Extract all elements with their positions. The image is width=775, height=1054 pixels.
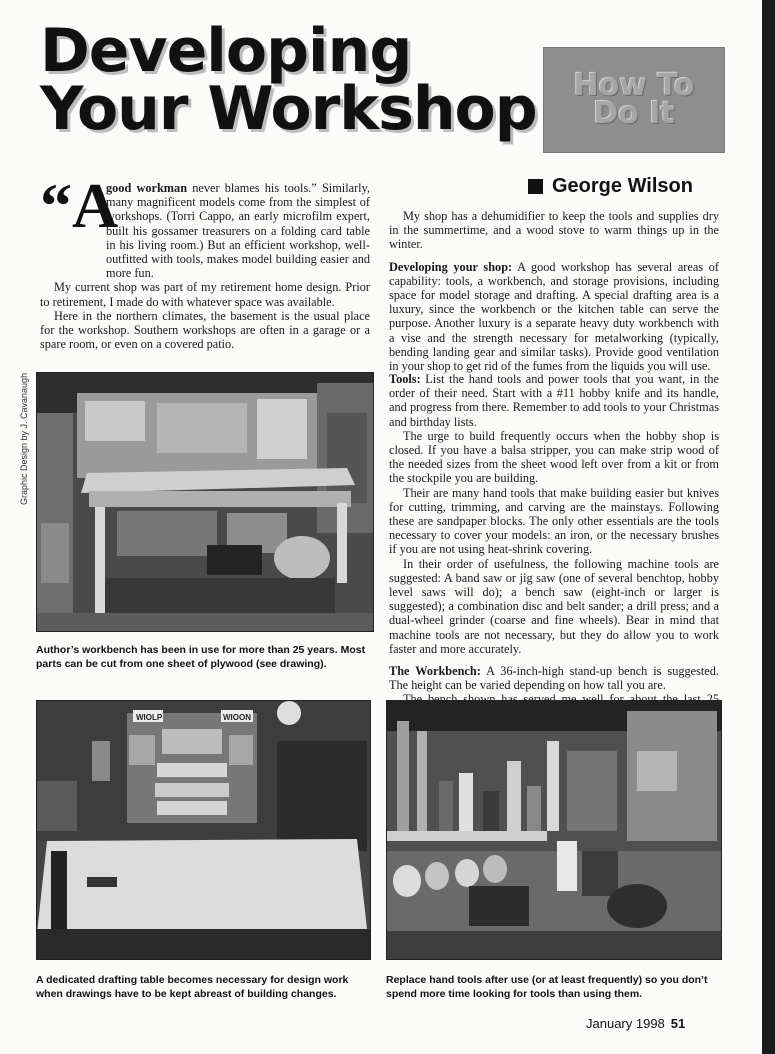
- workbench-caption: Author’s workbench has been in use for more than 25 years. Most parts can be cut from one sheet of plywood (see drawing).: [36, 644, 366, 670]
- tools-caption: Replace hand tools after use (or at least frequently) so you don’t spend more time looking for tools than using them.: [386, 974, 708, 1000]
- drop-cap: “A: [40, 170, 119, 241]
- lead-words: good workman: [106, 181, 188, 195]
- workbench-photo: [36, 372, 374, 632]
- drafting-image: [37, 701, 370, 959]
- workbench-image: [37, 373, 373, 631]
- paragraph-text: List the hand tools and power tools that you want, in the order of their need. Start with a #11 hobby knife and its handle, and progress from there. Remember to add tools to your Christmas and birthday lists.: [389, 372, 719, 429]
- article-title: [40, 16, 537, 144]
- photo-sign-1: WIOLP: [136, 713, 163, 722]
- section-developing: [389, 260, 719, 374]
- paragraph: In their order of usefulness, the following machine tools are suggested: A band saw or jig saw (one of several benchtop, hobby level saws will do); a bench saw (eight-inch or larger is suggested); a combination disc and belt sander; a drill press; and a dual-wheel grinder (coarse and fine wheels). Bear in mind that machine tools are not necessary, but they do allow you to work faster and more accurately.: [389, 556, 719, 656]
- tools-photo: [386, 700, 722, 960]
- section-heading: The Workbench:: [389, 664, 481, 679]
- drafting-photo: [36, 700, 371, 960]
- paragraph: My shop has a dehumidifier to keep the tools and supplies dry in the summertime, and a wood stove to warm things up in the winter.: [389, 209, 719, 252]
- tools-image: [387, 701, 721, 959]
- paragraph: Here in the northern climates, the basement is the usual place for the workshop. Southern workshops are often in a garage or a spare room, or even on a covered patio.: [40, 308, 370, 352]
- photo-sign-2: WIOON: [223, 713, 251, 722]
- page-number: 51: [670, 1016, 686, 1031]
- design-credit: Graphic Design by J. Cavanaugh: [19, 372, 29, 505]
- paragraph-text: never blames his tools.” Similarly, many magnificent models come from the simplest of workshops. (Torri Cappo, an early microfilm expert, built his gossamer treasurers on a folding card table in his living room.) But an efficient workshop, well-outfitted with tools, makes model building easier and more fun.: [106, 181, 371, 281]
- column-1: [40, 181, 370, 351]
- column-2-top: [389, 209, 719, 373]
- section-heading: Tools:: [389, 372, 421, 386]
- square-bullet-icon: [528, 179, 543, 194]
- section-heading: Developing your shop:: [389, 259, 513, 274]
- paragraph: [40, 181, 370, 280]
- paragraph: The urge to build frequently occurs when the hobby shop is closed. If you have a balsa stripper, you can make strip wood of the needed sizes from the sheet wood left over from a kit or from the stockpile you are building.: [389, 428, 719, 486]
- section-workbench: [389, 664, 719, 692]
- page-footer: [586, 1016, 685, 1031]
- badge-line-2: Do It: [593, 96, 675, 131]
- column-2-bottom: [389, 372, 719, 735]
- section-tools: [389, 372, 719, 429]
- badge-line-1: How To: [573, 68, 695, 103]
- paragraph-text: A 36-inch-high stand-up bench is suggested. The height can be varied depending on how tall you are.: [389, 664, 719, 693]
- drafting-caption: A dedicated drafting table becomes necessary for design work when drawings have to be kept abreast of building changes.: [36, 974, 349, 1000]
- author-name: George Wilson: [552, 175, 693, 197]
- issue-date: January 1998: [586, 1016, 665, 1031]
- title-line-1: Developing: [40, 16, 412, 86]
- title-line-2: Your Workshop: [40, 74, 537, 144]
- paragraph-text: A good workshop has several areas of capability: tools, a workbench, and storage provisions, including space for model storage and drafting. A special drafting area is a luxury, since the workbench or the kitchen table can serve the purpose. Another luxury is a separate heavy duty workbench with a vise and the strength necessary for metalworking (typically, bending landing gear and similar tasks). Provide good ventilation in your shop to get rid of the fumes from the liquids you will use.: [389, 259, 719, 374]
- how-to-badge: [543, 47, 725, 153]
- byline: [528, 175, 693, 198]
- paragraph: My current shop was part of my retirement home design. Prior to retirement, I made do with whatever space was available.: [40, 280, 370, 309]
- paragraph: Their are many hand tools that make building easier but knives for cutting, trimming, and carving are the mainstays. Following these are sandpaper blocks. The only other essentials are the tools necessary to cover your models: an iron, or the necessary brushes if you are not using heat-shrink covering.: [389, 485, 719, 557]
